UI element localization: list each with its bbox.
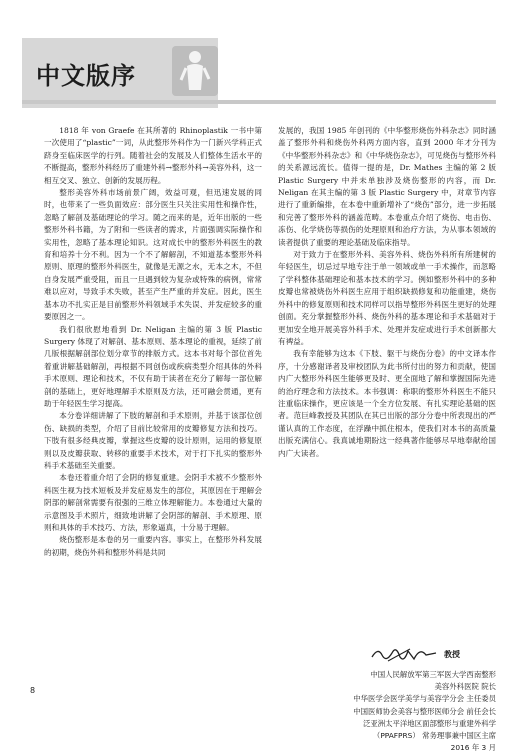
right-column: [278, 125, 496, 753]
affiliation-list: [278, 669, 496, 754]
date-line: 2016 年 3 月: [450, 743, 496, 753]
paragraph: 发展的，我国 1985 年创刊的《中华整形烧伤外科杂志》同时涵盖了整形外科和烧伤外科两方面内容，直到 2000 年才分刊为《中华整形外科杂志》和《中华烧伤杂志》，可见烧伤与整形外科的关系源远流长。值得一提的是，Dr. Mathes 主编的第 2 版 Plastic Surgery 中并未单独涉及烧伤整形的内容，而 Dr. Neligan 在其主编的第 3 版 Plastic Surgery 中，对章节内容进行了重新编排，在本卷中重新增补了“烧伤”部分，进一步拓展和完善了整形外科的涵盖范畴。本卷重点介绍了烧伤、电击伤、冻伤、化学烧伤等损伤的处理原则和治疗方法，为从事本领域的读者提供了重要的理论基础及临床指导。: [278, 126, 496, 247]
paragraph: 我们很欣慰地看到 Dr. Neligan 主编的第 3 版 Plastic Surgery 体现了对解剖、基本原则、基本理论的重视，延续了前几版根据解剖部位划分章节的排版方式。这本书对每个部位首先着重讲解基础解剖，再根据不同创伤或疾病类型介绍具体的外科手术原则、理论和技术，不仅有助于读者在充分了解每一部位解剖的基础上，更好地理解手术原则及方法，还可融会贯通，更有助于年轻医生学习提高。: [44, 324, 262, 408]
signature-title: 教授: [444, 650, 460, 659]
statue-emblem-icon: [172, 46, 218, 96]
affiliation-line: 中国医师协会美容与整形医师分会 前任会长: [353, 706, 496, 716]
affiliation-line: 中国人民解放军第三军医大学西南整形: [370, 670, 496, 679]
paragraph: 烧伤整形是本卷的另一重要内容。事实上，在整形外科发展的初期，烧伤外科和整形外科是共同: [44, 535, 262, 557]
left-column: [44, 125, 262, 559]
affiliation-line: （PPAFPRS） 常务理事兼中国区主席: [372, 731, 496, 741]
handwritten-signature-icon: [370, 643, 440, 665]
page-number: 8: [30, 686, 36, 695]
paragraph: 本分卷详细讲解了下肢的解剖和手术原则，并基于该部位创伤、缺损的类型，介绍了目前比较常用的皮瓣修复方法和技巧。下肢有很多经典皮瓣，掌握这些皮瓣的设计原则，运用的修复原则以及皮瓣获取、转移的重要手术技术，对于打下扎实的整形外科手术基础至关重要。: [44, 411, 262, 470]
chapter-banner: [22, 38, 496, 108]
affiliation-line: 中华医学会医学美学与美容学分会 主任委员: [353, 694, 496, 704]
page-title: 中文版序: [36, 62, 136, 90]
signature-block: [278, 643, 496, 659]
banner-rule: [22, 100, 496, 104]
paragraph: 对于致力于在整形外科、美容外科、烧伤外科所有所建树的年轻医生，切忌过早地专注于单一领域或单一手术操作，而忽略了学科整体基础理论和基本技术的学习。例如整形外科中的多种皮瓣也常被烧伤外科医生应用于组织缺损修复和功能重建，烧伤外科中的修复原则和技术同样可以指导整形外科医生更好的处理创面。充分掌握整形外科、烧伤外科的基本理论和手术基础对于更加安全地开展美容外科手术、处理并发症或进行手术创新都大有裨益。: [278, 250, 496, 346]
paragraph: 我有幸能够为这本《下肢、躯干与烧伤分卷》的中文译本作序，十分感谢译者及审校团队为此书所付出的努力和贡献，使国内广大整形外科医生能够更及时、更全面地了解和掌握国际先进的治疗理念和方法技术。本书强调：称职的整形外科医生不能只注重临床操作，更应该是一个全方位发展、有扎实理论基础的医者。范巨峰教授及其团队在其已出版的部分分卷中所表现出的严谨认真的工作态度，在浮躁中抓住根本，使我们对本书的高质量出版充满信心。我真诚地期盼这一经典著作能够尽早地奉献给国内广大读者。: [278, 349, 496, 458]
paragraph: 整形美容外科市场前景广阔，效益可观，但迅速发展的同时，也带来了一些负面效应：部分医生只关注实用性和操作性，忽略了解剖及基础理论的学习。随之而来的是，近年出版的一些整形外科书籍，为了附和一些读者的需求，片面强调实际操作和实用性，忽略了基本理论知识。这对成长中的整形外科医生的教育和培养十分不利。因为一个不了解解剖，不知道基本整形外科原则、原理的整形外科医生，就像是无源之水，无本之木，不但自身发展严重受阻，而且一旦遇到较为复杂或特殊的病例，常常难以应对，导致手术失败，甚至产生严重的并发症。因此，医生基本功不扎实正是目前整形外科领域手术失误、并发症较多的重要原因之一。: [44, 188, 262, 322]
affiliation-line: 美容外科医院 院长: [434, 682, 496, 692]
paragraph: 本卷还着重介绍了会阴的修复重建。会阴手术被不少整形外科医生视为技术短板及并发症易发生的部位，其原因在于理解会阴部的解剖常需要有很强的三维立体理解能力。本卷通过大量的示意图及手术照片，细致地讲解了会阴部的解剖、手术原理、原则和具体的手术技巧、方法，形象逼真，十分易于理解。: [44, 473, 262, 532]
affiliation-line: 泛亚洲太平洋地区面部整形与重建外科学: [362, 718, 496, 728]
paragraph: 1818 年 von Graefe 在其所著的 Rhinoplastik 一书中第一次使用了“plastic”一词，从此整形外科作为一门新兴学科正式跻身至临床医学的行列。随着社会的发展及人们整体生活水平的不断提高，整形外科经历了重建外科→整形外科→美容外科，这一相互交叉、独立、创新的发展历程。: [44, 126, 262, 185]
